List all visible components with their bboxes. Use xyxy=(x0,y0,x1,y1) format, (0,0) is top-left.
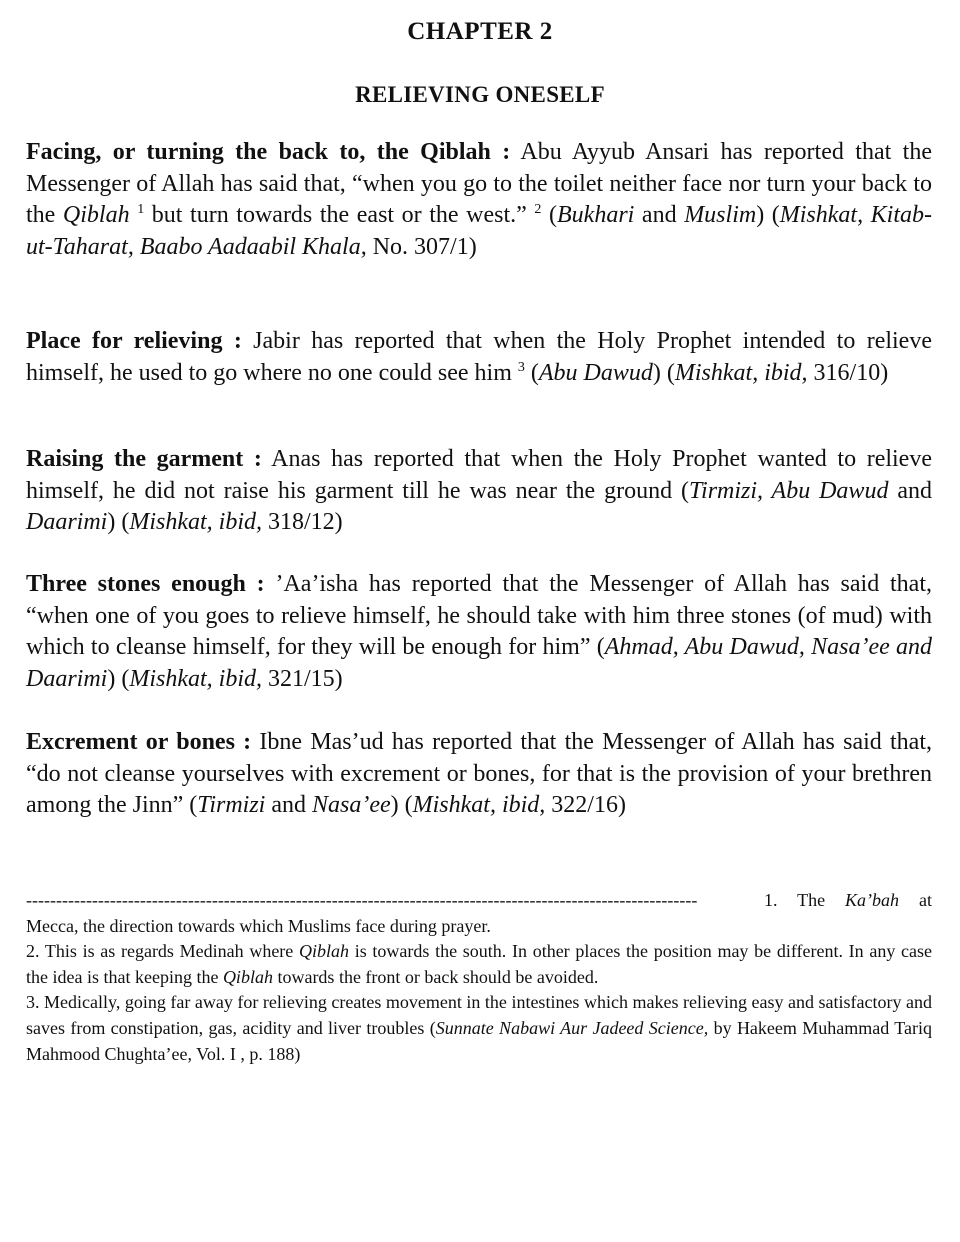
footnote-ref: 2 xyxy=(534,202,542,217)
section-facing-qiblah: Facing, or turning the back to, the Qiblah : Abu Ayyub Ansari has reported that the Messenger of Allah has said that, “when you go to the toilet neither face nor turn your back to the Qiblah $^1$ but turn towards the east or the west.” $^2$ (Bukhari and Muslim) (Mishkat, Kitab-ut-Taharat, Baabo Aadaabil Khala, No. 307/1) xyxy=(26,139,933,260)
section-excrement-bones: Excrement or bones : Ibne Mas’ud has reported that the Messenger of Allah has said that, “do not cleanse yourselves with excrement or bones, for that is the provision of your brethren among the Jinn” (Tirmizi and Nasa’ee) (Mishkat, ibid, 322/16) xyxy=(26,729,932,818)
footnote-2: 2. This is as regards Medinah where Qiblah is towards the south. In other places the position may be different. In any case the idea is that keeping the Qiblah towards the front or back should be avoided. xyxy=(26,941,933,987)
section-place-for-relieving: Place for relieving : Jabir has reported that when the Holy Prophet intended to relieve himself, he used to go where no one could see him $^3$ (Abu Dawud) (Mishkat, ibid, 316/10) xyxy=(26,328,932,386)
footnote-rule: ---------------------------------------------------------------------------------------------------------------- xyxy=(26,890,698,910)
section-raising-garment: Raising the garment : Anas has reported that when the Holy Prophet wanted to relieve himself, he did not raise his garment till he was near the ground (Tirmizi, Abu Dawud and Daarimi) (Mishkat, ibid, 318/12) xyxy=(26,446,933,535)
footnote-ref: 3 xyxy=(517,359,525,375)
footnote-ref: 1 xyxy=(137,202,145,217)
section-heading: Excrement or bones : xyxy=(26,729,252,755)
footnote-3: 3. Medically, going far away for relieving creates movement in the intestines which makes relieving easy and satisfactory and saves from constipation, gas, acidity and liver troubles (Sunnate Nabawi Aur Jadeed Science, by Hakeem Muhammad Tariq Mahmood Chughta’ee, Vol. I , p. 188) xyxy=(26,992,932,1064)
section-heading: Facing, or turning the back to, the Qiblah : xyxy=(26,139,511,165)
footnote-1: ---------------------------------------------------------------------------------------------------------------- 1. The Ka’bah at Mecca, the direction towards which Muslims face during prayer. xyxy=(26,890,932,936)
section-heading: Place for relieving : xyxy=(26,328,242,354)
chapter-title: RELIEVING ONESELF xyxy=(355,82,605,107)
section-heading: Three stones enough : xyxy=(26,571,265,597)
footnotes xyxy=(26,888,932,1067)
section-heading: Raising the garment : xyxy=(26,446,262,472)
section-three-stones: Three stones enough : ’Aa’isha has reported that the Messenger of Allah has said that, “when one of you goes to relieve himself, he should take with him three stones (of mud) with which to cleanse himself, for they will be enough for him” (Ahmad, Abu Dawud, Nasa’ee and Daarimi) (Mishkat, ibid, 321/15) xyxy=(26,571,933,692)
chapter-heading: CHAPTER 2 xyxy=(407,18,553,45)
